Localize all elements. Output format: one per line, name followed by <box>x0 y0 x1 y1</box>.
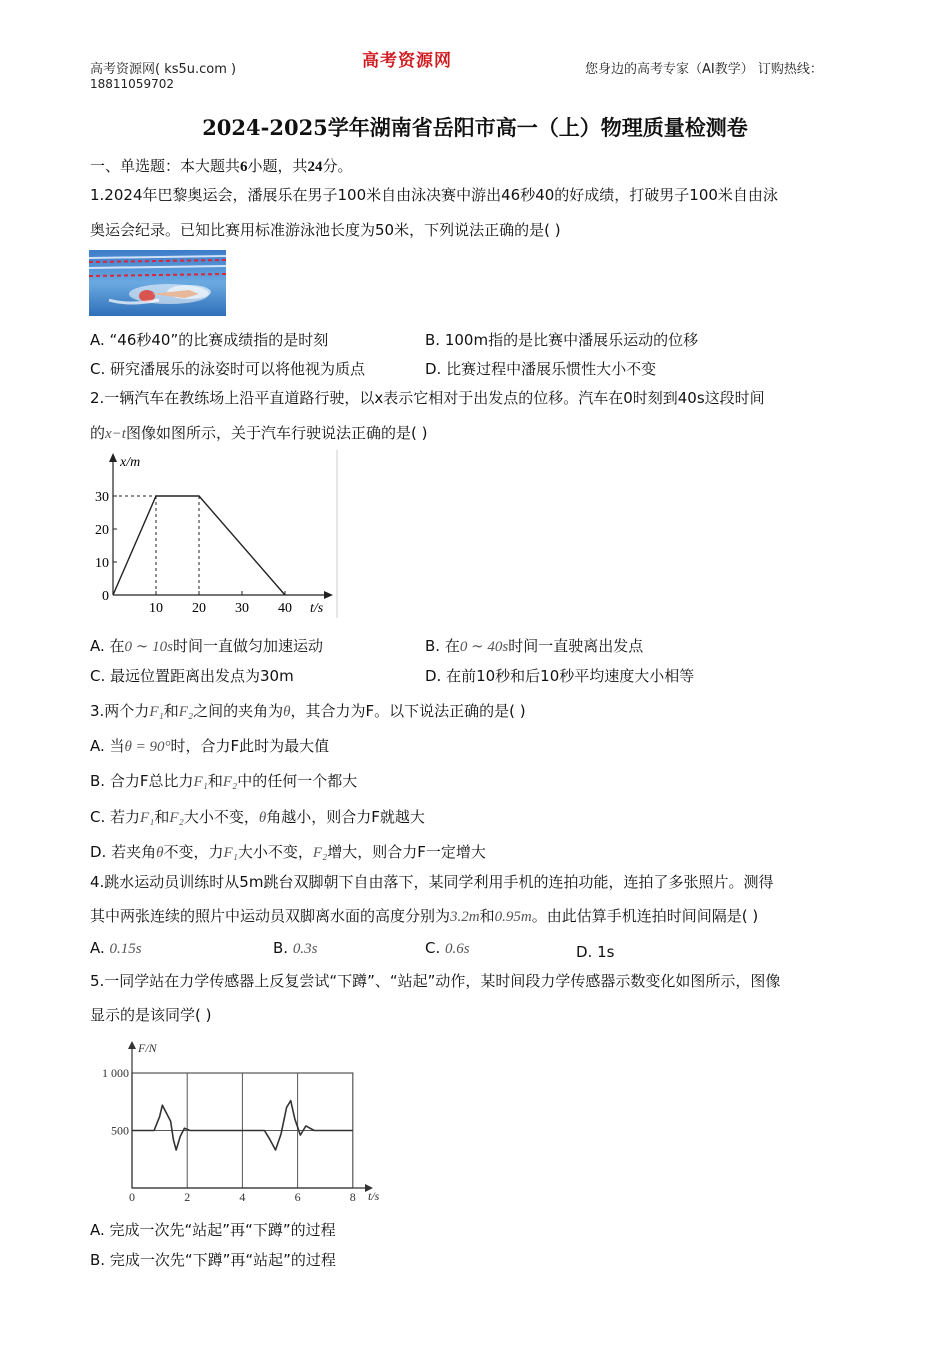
q2-option-a: A. 在0 ∼ 10s时间一直做匀加速运动 <box>90 637 323 655</box>
section-heading: 一、单选题：本大题共6小题，共24分。 <box>90 157 353 175</box>
xt-xtick-label: 40 <box>278 601 292 616</box>
ft-ytick-label: 1 000 <box>102 1066 129 1080</box>
q1-option-d: D. 比赛过程中潘展乐惯性大小不变 <box>425 360 657 378</box>
xt-x-arrow <box>324 591 333 599</box>
xt-xlabel: t/s <box>310 601 324 616</box>
q3-option-a: A. 当θ = 90°时，合力F此时为最大值 <box>90 737 330 755</box>
q3-option-c: C. 若力F₁和F₂大小不变，θ角越小，则合力F就越大 <box>90 808 425 826</box>
q5-stem-line2: 显示的是该同学( ) <box>90 1006 212 1024</box>
header-phone: 18811059702 <box>90 77 174 91</box>
header-source: 高考资源网( ks5u.com ) <box>90 62 237 77</box>
q3-stem: 3.两个力F₁和F₂之间的夹角为θ，其合力为F。以下说法正确的是( ) <box>90 702 526 720</box>
q1-option-c: C. 研究潘展乐的泳姿时可以将他视为质点 <box>90 360 366 378</box>
xt-ytick-label: 30 <box>95 490 109 505</box>
ft-y-arrow <box>128 1041 136 1049</box>
ft-xtick-label: 2 <box>184 1190 191 1204</box>
q4-option-d: D. 1s <box>576 943 615 961</box>
q3-option-d: D. 若夹角θ不变，力F₁大小不变，F₂增大，则合力F一定增大 <box>90 843 486 861</box>
swimmer-photo <box>89 250 226 316</box>
q1-stem-line2: 奥运会纪录。已知比赛用标准游泳池长度为50米，下列说法正确的是( ) <box>90 221 561 239</box>
header-logo: 高考资源网 <box>362 51 452 71</box>
q5-stem-line1: 5.一同学站在力学传感器上反复尝试“下蹲”、“站起”动作，某时间段力学传感器示数变化如图所示，图像 <box>90 972 781 990</box>
q4-stem-line2: 其中两张连续的照片中运动员双脚离水面的高度分别为3.2m和0.95m。由此估算手机连拍时间间隔是( ) <box>90 907 759 925</box>
q2-option-d: D. 在前10秒和后10秒平均速度大小相等 <box>425 667 695 685</box>
q2-option-b: B. 在0 ∼ 40s时间一直驶离出发点 <box>425 637 644 655</box>
xt-ytick-label: 0 <box>102 589 109 604</box>
q2-option-c: C. 最远位置距离出发点为30m <box>90 667 294 685</box>
xt-y-arrow <box>109 453 117 462</box>
xt-xtick-label: 10 <box>149 601 163 616</box>
page-title: 2024-2025学年湖南省岳阳市高一（上）物理质量检测卷 <box>202 115 748 140</box>
force-graph <box>88 1036 388 1206</box>
ft-ytick-label: 500 <box>111 1123 129 1138</box>
q4-option-a: A. 0.15s <box>90 939 142 957</box>
q3-option-b: B. 合力F总比力F₁和F₂中的任何一个都大 <box>90 772 358 790</box>
q4-option-c: C. 0.6s <box>425 939 470 957</box>
ft-xtick-label: 8 <box>349 1190 356 1204</box>
ft-xtick-label: 4 <box>239 1190 246 1204</box>
xt-ytick-label: 20 <box>95 523 109 538</box>
xt-xtick-label: 20 <box>192 601 206 616</box>
q5-option-b: B. 完成一次先“下蹲”再“站起”的过程 <box>90 1251 336 1269</box>
xt-graph <box>88 450 338 618</box>
q4-option-b: B. 0.3s <box>273 939 318 957</box>
q1-stem-line1: 1.2024年巴黎奥运会，潘展乐在男子100米自由泳决赛中游出46秒40的好成绩，打破男子100米自由泳 <box>90 186 778 204</box>
xt-ytick-label: 10 <box>95 556 109 571</box>
q1-option-b: B. 100m指的是比赛中潘展乐运动的位移 <box>425 331 699 349</box>
xt-xtick-label: 30 <box>235 601 249 616</box>
ft-xtick-label: 6 <box>294 1190 301 1204</box>
q4-stem-line1: 4.跳水运动员训练时从5m跳台双脚朝下自由落下，某同学利用手机的连拍功能，连拍了多张照片。测得 <box>90 873 774 891</box>
q2-stem-line2: 的x−t图像如图所示，关于汽车行驶说法正确的是( ) <box>90 424 428 442</box>
xt-ylabel: x/m <box>120 455 141 470</box>
ft-xlabel: t/s <box>368 1189 380 1203</box>
q1-option-a: A. “46秒40”的比赛成绩指的是时刻 <box>90 331 329 349</box>
q5-option-a: A. 完成一次先“站起”再“下蹲”的过程 <box>90 1221 336 1239</box>
header-slogan: 您身边的高考专家（AI教学） 订购热线： <box>585 62 823 77</box>
q2-stem-line1: 2.一辆汽车在教练场上沿平直道路行驶，以x表示它相对于出发点的位移。汽车在0时刻到40s这段时间 <box>90 389 765 407</box>
ft-xtick-label: 0 <box>129 1190 135 1204</box>
ft-ylabel: F/N <box>138 1041 157 1055</box>
